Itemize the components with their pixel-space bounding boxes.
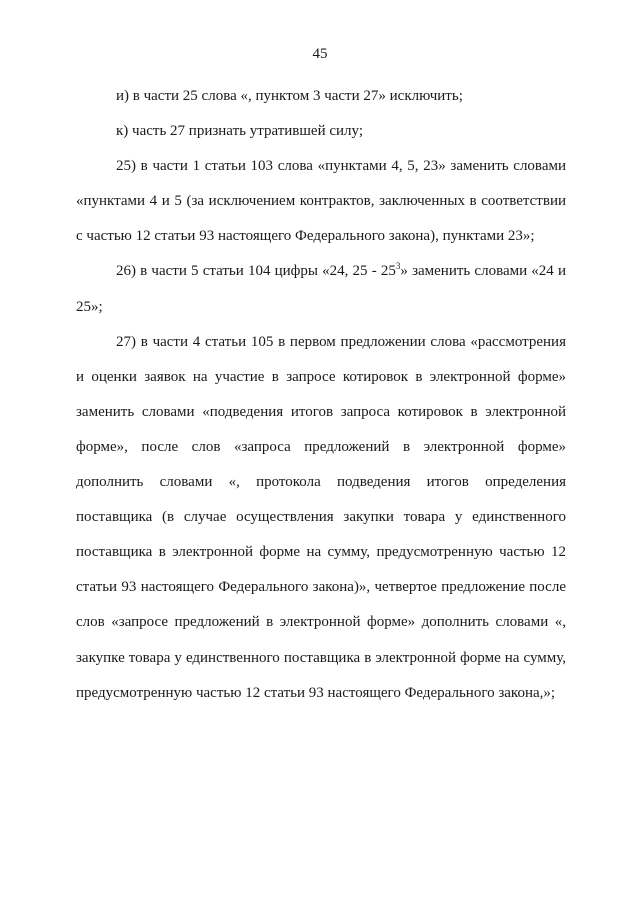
paragraph-26-text-before: 26) в части 5 статьи 104 цифры «24, 25 - 25 bbox=[116, 263, 396, 280]
page-number: 45 bbox=[312, 46, 328, 62]
paragraph-25: 25) в части 1 статьи 103 слова «пунктами 4, 5, 23» заменить словами «пунктами 4 и 5 (за исключением контрактов, заключенных в соответствии с частью 12 статьи 93 настоящего Федерального закона), пунктами 23»; bbox=[76, 158, 566, 245]
paragraph-26-superscript: 3 bbox=[395, 261, 401, 272]
paragraph-26-text-after: » заменить словами «24 и 25»; bbox=[76, 263, 566, 315]
paragraph-i: и) в части 25 слова «, пунктом 3 части 27» исключить; bbox=[116, 88, 463, 104]
document-body bbox=[76, 79, 566, 711]
paragraph-k: к) часть 27 признать утратившей силу; bbox=[116, 123, 364, 140]
paragraph-27: 27) в части 4 статьи 105 в первом предложении слова «рассмотрения и оценки заявок на участие в запросе котировок в электронной форме» заменить словами «подведения итогов запроса котировок в электронной форме», после слов «запроса предложений в электронной форме» дополнить словами «, протокола подведения итогов определения поставщика (в случае осуществления закупки товара у единственного поставщика в электронной форме на сумму, предусмотренную частью 12 статьи 93 настоящего Федерального закона)», четвертое предложение после слов «запросе предложений в электронной форме» дополнить словами «, закупке товара у единственного поставщика в электронной форме на сумму, предусмотренную частью 12 статьи 93 настоящего Федерального закона,»; bbox=[76, 333, 566, 701]
paragraph-26 bbox=[76, 254, 566, 324]
